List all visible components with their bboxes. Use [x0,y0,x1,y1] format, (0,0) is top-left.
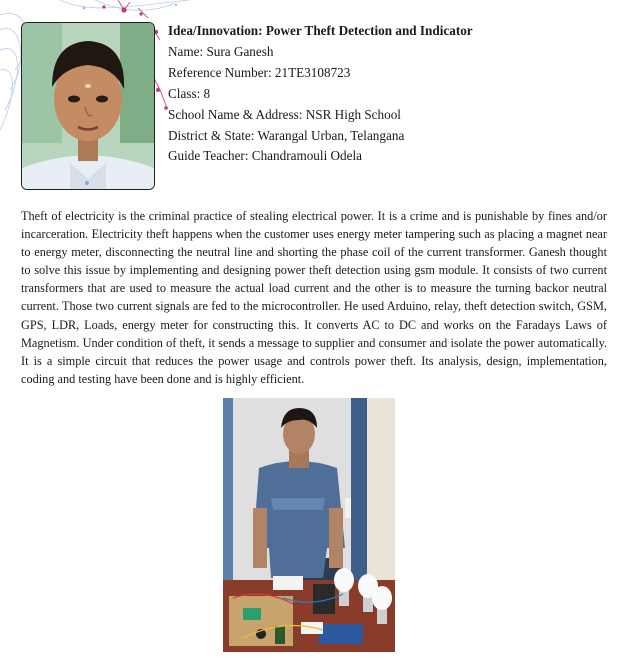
student-with-project-illustration [223,398,395,652]
reference-number: Reference Number: 21TE3108723 [168,64,351,80]
student-name: Name: Sura Ganesh [168,43,274,59]
student-portrait-illustration [22,23,154,189]
school-name-address: School Name & Address: NSR High School [168,106,401,122]
idea-title: Idea/Innovation: Power Theft Detection and Indicator [168,23,473,38]
project-photo [223,398,395,652]
district-state: District & State: Warangal Urban, Telangana [168,127,405,143]
student-info [168,21,473,167]
student-class: Class: 8 [168,85,211,101]
guide-teacher: Guide Teacher: Chandramouli Odela [168,148,363,164]
student-portrait-photo [21,22,155,190]
project-description: Theft of electricity is the criminal practice of stealing electrical power. It is a crime and is punishable by fines and/or incarceration. Electricity theft happens when the customer uses energy meter tampering such as placing a magnet near to energy meter, disconnecting the neutral line and shorting the phase coil of the current transformer. Ganesh thought to solve this issue by implementing and designing power theft detection using gsm module. It consists of two current transformers that are used to measure the actual load current and the other is to measure the turning backor neutral current. Those two current signals are fed to the microcontroller. He used Arduino, relay, theft detection switch, GSM, GPS, LDR, Loads, energy meter for constructing this. It converts AC to DC and works on the Faradays Laws of Magnetism. Under condition of theft, it sends a message to supplier and consumer and isolate the power automatically. It is a simple circuit that reduces the power usage and controls power theft. Its analysis, design, implementation, coding and testing have been done and is highly efficient. [21,209,607,386]
